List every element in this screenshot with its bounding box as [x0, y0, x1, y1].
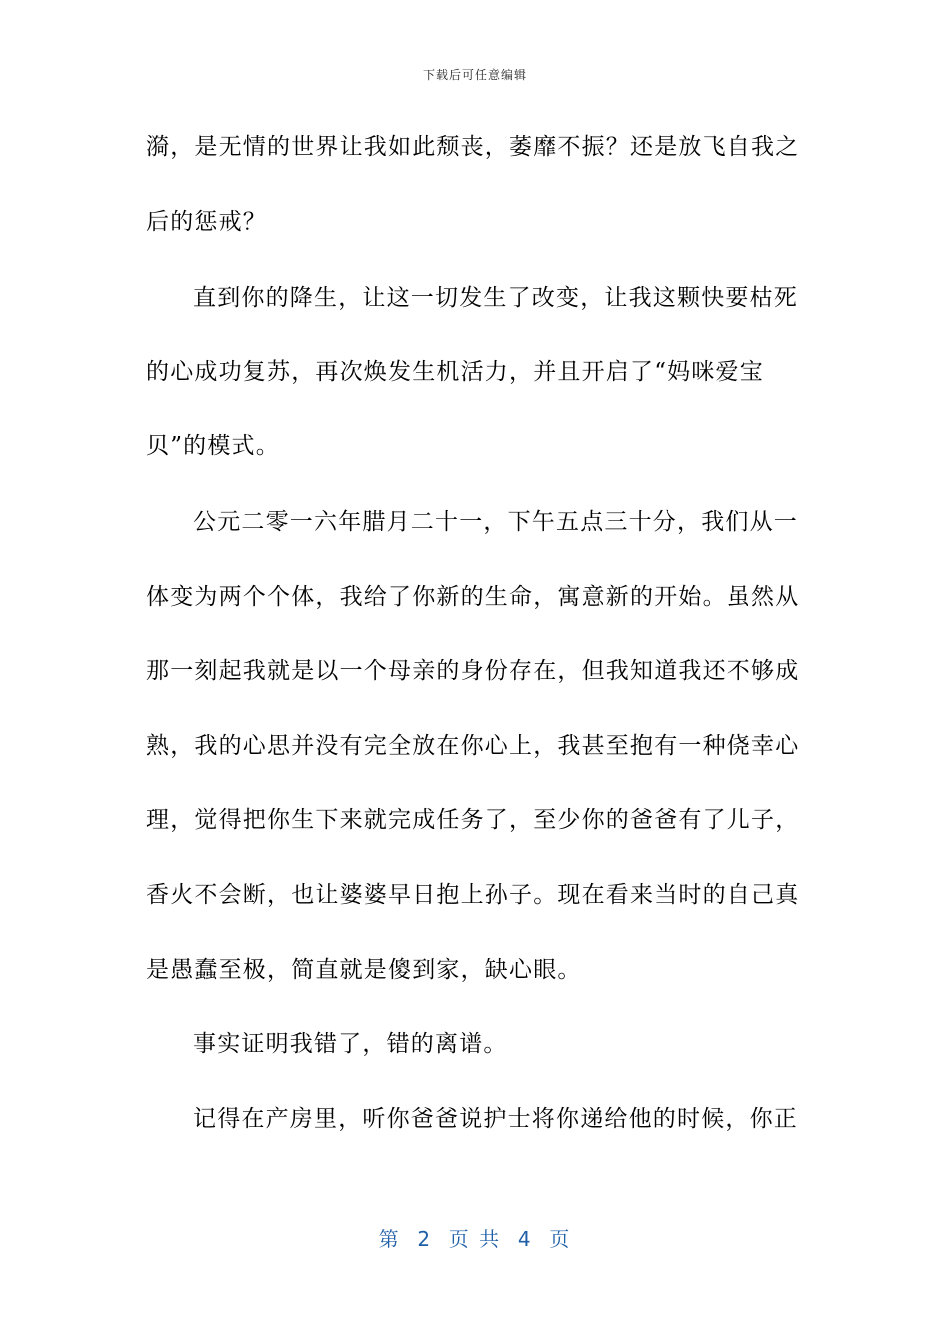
text-line: 理，觉得把你生下来就完成任务了，至少你的爸爸有了儿子，: [146, 807, 800, 833]
text-line: 后的惩戒？: [146, 209, 267, 235]
text-line: 那一刻起我就是以一个母亲的身份存在，但我知道我还不够成: [146, 658, 800, 684]
text-line: 体变为两个个体，我给了你新的生命，寓意新的开始。虽然从: [146, 584, 800, 610]
page-number-footer: 第 2 页 共 4 页: [378, 1227, 572, 1251]
text-line: 是愚蠢至极，简直就是傻到家，缺心眼。: [146, 957, 582, 983]
text-line: 的心成功复苏，再次焕发生机活力，并且开启了“妈咪爱宝: [146, 359, 764, 385]
header-note: 下载后可任意编辑: [422, 68, 527, 82]
text-line: 贝”的模式。: [146, 433, 280, 459]
text-line: 香火不会断，也让婆婆早日抱上孙子。现在看来当时的自己真: [146, 882, 800, 908]
text-line: 熟，我的心思并没有完全放在你心上，我甚至抱有一种侥幸心: [146, 733, 800, 759]
text-line: 漪，是无情的世界让我如此颓丧，萎靡不振？还是放飞自我之: [146, 134, 800, 160]
paragraph-first-line: 公元二零一六年腊月二十一，下午五点三十分，我们从一: [193, 509, 798, 535]
paragraph-first-line: 直到你的降生，让这一切发生了改变，让我这颗快要枯死: [193, 285, 798, 311]
paragraph-first-line: 记得在产房里，听你爸爸说护士将你递给他的时候，你正: [193, 1106, 798, 1132]
paragraph-first-line: 事实证明我错了，错的离谱。: [193, 1031, 508, 1057]
